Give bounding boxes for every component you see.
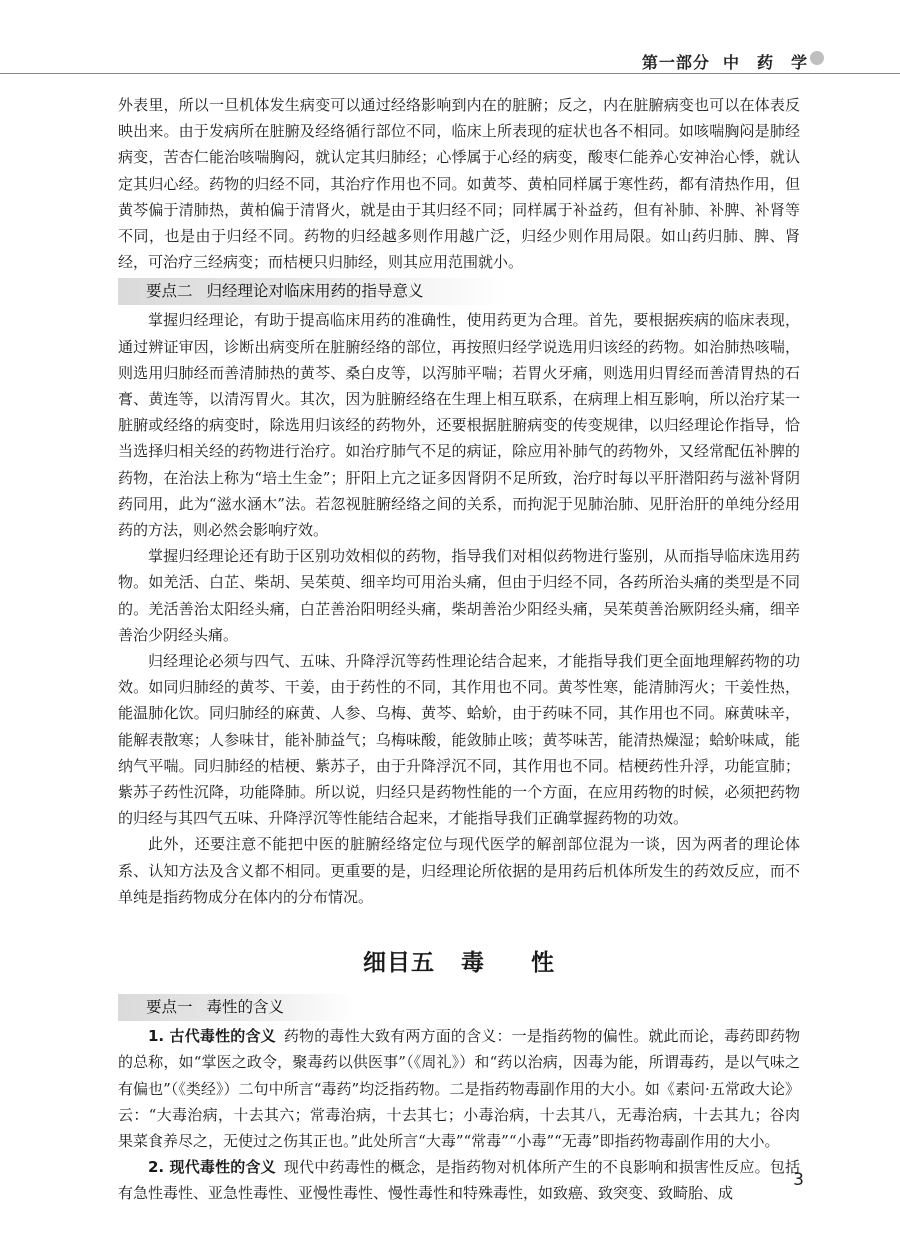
inline-heading: 1. 古代毒性的含义 [148, 1027, 276, 1046]
paragraph: 归经理论必须与四气、五味、升降浮沉等药性理论结合起来，才能指导我们更全面地理解药物的功效。如同归肺经的黄芩、干姜，由于药性的不同，其作用也不同。黄芩性寒，能清肺泻火；干姜性热，能温肺化饮。同归肺经的麻黄、人参、乌梅、黄芩、蛤蚧，由于药味不同，其作用也不同。麻黄味辛，能解表散寒；人参味甘，能补肺益气；乌梅味酸，能敛肺止咳；黄芩味苦，能清热燥湿；蛤蚧味咸，能纳气平喘。同归肺经的桔梗、紫苏子，由于升降浮沉不同，其作用也不同。桔梗药性升浮，功能宣肺；紫苏子药性沉降，功能降肺。所以说，归经只是药物性能的一个方面，在应用药物的时候，必须把药物的归经与其四气五味、升降浮沉等性能结合起来，才能指导我们正确掌握药物的功效。 [118, 652, 800, 828]
paragraph: 此外，还要注意不能把中医的脏腑经络定位与现代医学的解剖部位混为一谈，因为两者的理论体系、认知方法及含义都不相同。更重要的是，归经理论所依据的是用药后机体所发生的药效反应，而不单纯是指药物成分在体内的分布情况。 [118, 835, 800, 906]
paragraph [118, 1023, 800, 1154]
header-ornament-icon [810, 51, 824, 65]
section-word-2: 性 [531, 950, 555, 977]
key-point-number: 要点一 [146, 998, 193, 1017]
section-title [118, 946, 800, 980]
header-divider [0, 73, 900, 74]
paragraph [118, 1154, 800, 1206]
paragraph: 掌握归经理论还有助于区别功效相似的药物，指导我们对相似药物进行鉴别，从而指导临床选用药物。如羌活、白芷、柴胡、吴茱萸、细辛均可用治头痛，但由于归经不同，各药所治头痛的类型是不同的。羌活善治太阳经头痛，白芷善治阳明经头痛，柴胡善治少阳经头痛，吴茱萸善治厥阴经头痛，细辛善治少阴经头痛。 [118, 547, 800, 644]
section-word-1: 毒 [461, 950, 485, 977]
key-point-number: 要点二 [146, 282, 193, 301]
section-label: 细目五 [363, 950, 435, 977]
key-point-title: 归经理论对临床用药的指导意义 [206, 282, 424, 301]
page-number: 3 [793, 1170, 804, 1190]
paragraph: 外表里，所以一旦机体发生病变可以通过经络影响到内在的脏腑；反之，内在脏腑病变也可以在体表反映出来。由于发病所在脏腑及经络循行部位不同，临床上所表现的症状也各不相同。如咳喘胸闷是肺经病变，苦杏仁能治咳喘胸闷，就认定其归肺经；心悸属于心经的病变，酸枣仁能养心安神治心悸，就认定其归心经。药物的归经不同，其治疗作用也不同。如黄芩、黄柏同样属于寒性药，都有清热作用，但黄芩偏于清肺热，黄柏偏于清肾火，就是由于其归经不同；同样属于补益药，但有补肺、补脾、补肾等不同，也是由于归经不同。药物的归经越多则作用越广泛，归经少则作用局限。如山药归肺、脾、肾经，可治疗三经病变；而桔梗只归肺经，则其应用范围就小。 [118, 96, 800, 272]
key-point-heading [118, 278, 506, 305]
header-subject: 中 药 学 [722, 53, 808, 72]
paragraph-text: 现代中药毒性的概念，是指药物对机体所产生的不良影响和损害性反应。包括有急性毒性、亚急性毒性、亚慢性毒性、慢性毒性和特殊毒性，如致癌、致突变、致畸胎、成 [118, 1158, 801, 1203]
page-body [118, 92, 800, 1207]
key-point-title: 毒性的含义 [206, 998, 285, 1017]
paragraph-text: 药物的毒性大致有两方面的含义：一是指药物的偏性。就此而论，毒药即药物的总称，如“掌医之政令，聚毒药以供医事”（《周礼》）和“药以治病，因毒为能，所谓毒药，是以气味之有偏也”（《类经》）二句中所言“毒药”均泛指药物。二是指药物毒副作用的大小。如《素问·五常政大论》云：“大毒治病，十去其六；常毒治病，十去其七；小毒治病，十去其八，无毒治病，十去其九；谷肉果菜食养尽之，无使过之伤其正也。”此处所言“大毒”“常毒”“小毒”“无毒”即指药物毒副作用的大小。 [118, 1027, 801, 1150]
header-part: 第一部分 [641, 53, 710, 72]
key-point-heading [118, 994, 356, 1021]
inline-heading: 2. 现代毒性的含义 [148, 1158, 276, 1177]
page-header [0, 0, 900, 72]
paragraph: 掌握归经理论，有助于提高临床用药的准确性，使用药更为合理。首先，要根据疾病的临床表现，通过辨证审因，诊断出病变所在脏腑经络的部位，再按照归经学说选用归该经的药物。如治肺热咳喘，则选用归肺经而善清肺热的黄芩、桑白皮等，以泻肺平喘；若胃火牙痛，则选用归胃经而善清胃热的石膏、黄连等，以清泻胃火。其次，因为脏腑经络在生理上相互联系，在病理上相互影响，所以治疗某一脏腑或经络的病变时，除选用归该经的药物外，还要根据脏腑病变的传变规律，以归经理论作指导，恰当选择归相关经的药物进行治疗。如治疗肺气不足的病证，除应用补肺气的药物外，又经常配伍补脾的药物，在治法上称为“培土生金”；肝阳上亢之证多因肾阴不足所致，治疗时每以平肝潜阳药与滋补肾阴药同用，此为“滋水涵木”法。若忽视脏腑经络之间的关系，而拘泥于见肺治肺、见肝治肝的单纯分经用药的方法，则必然会影响疗效。 [118, 311, 800, 540]
running-header [642, 50, 808, 73]
